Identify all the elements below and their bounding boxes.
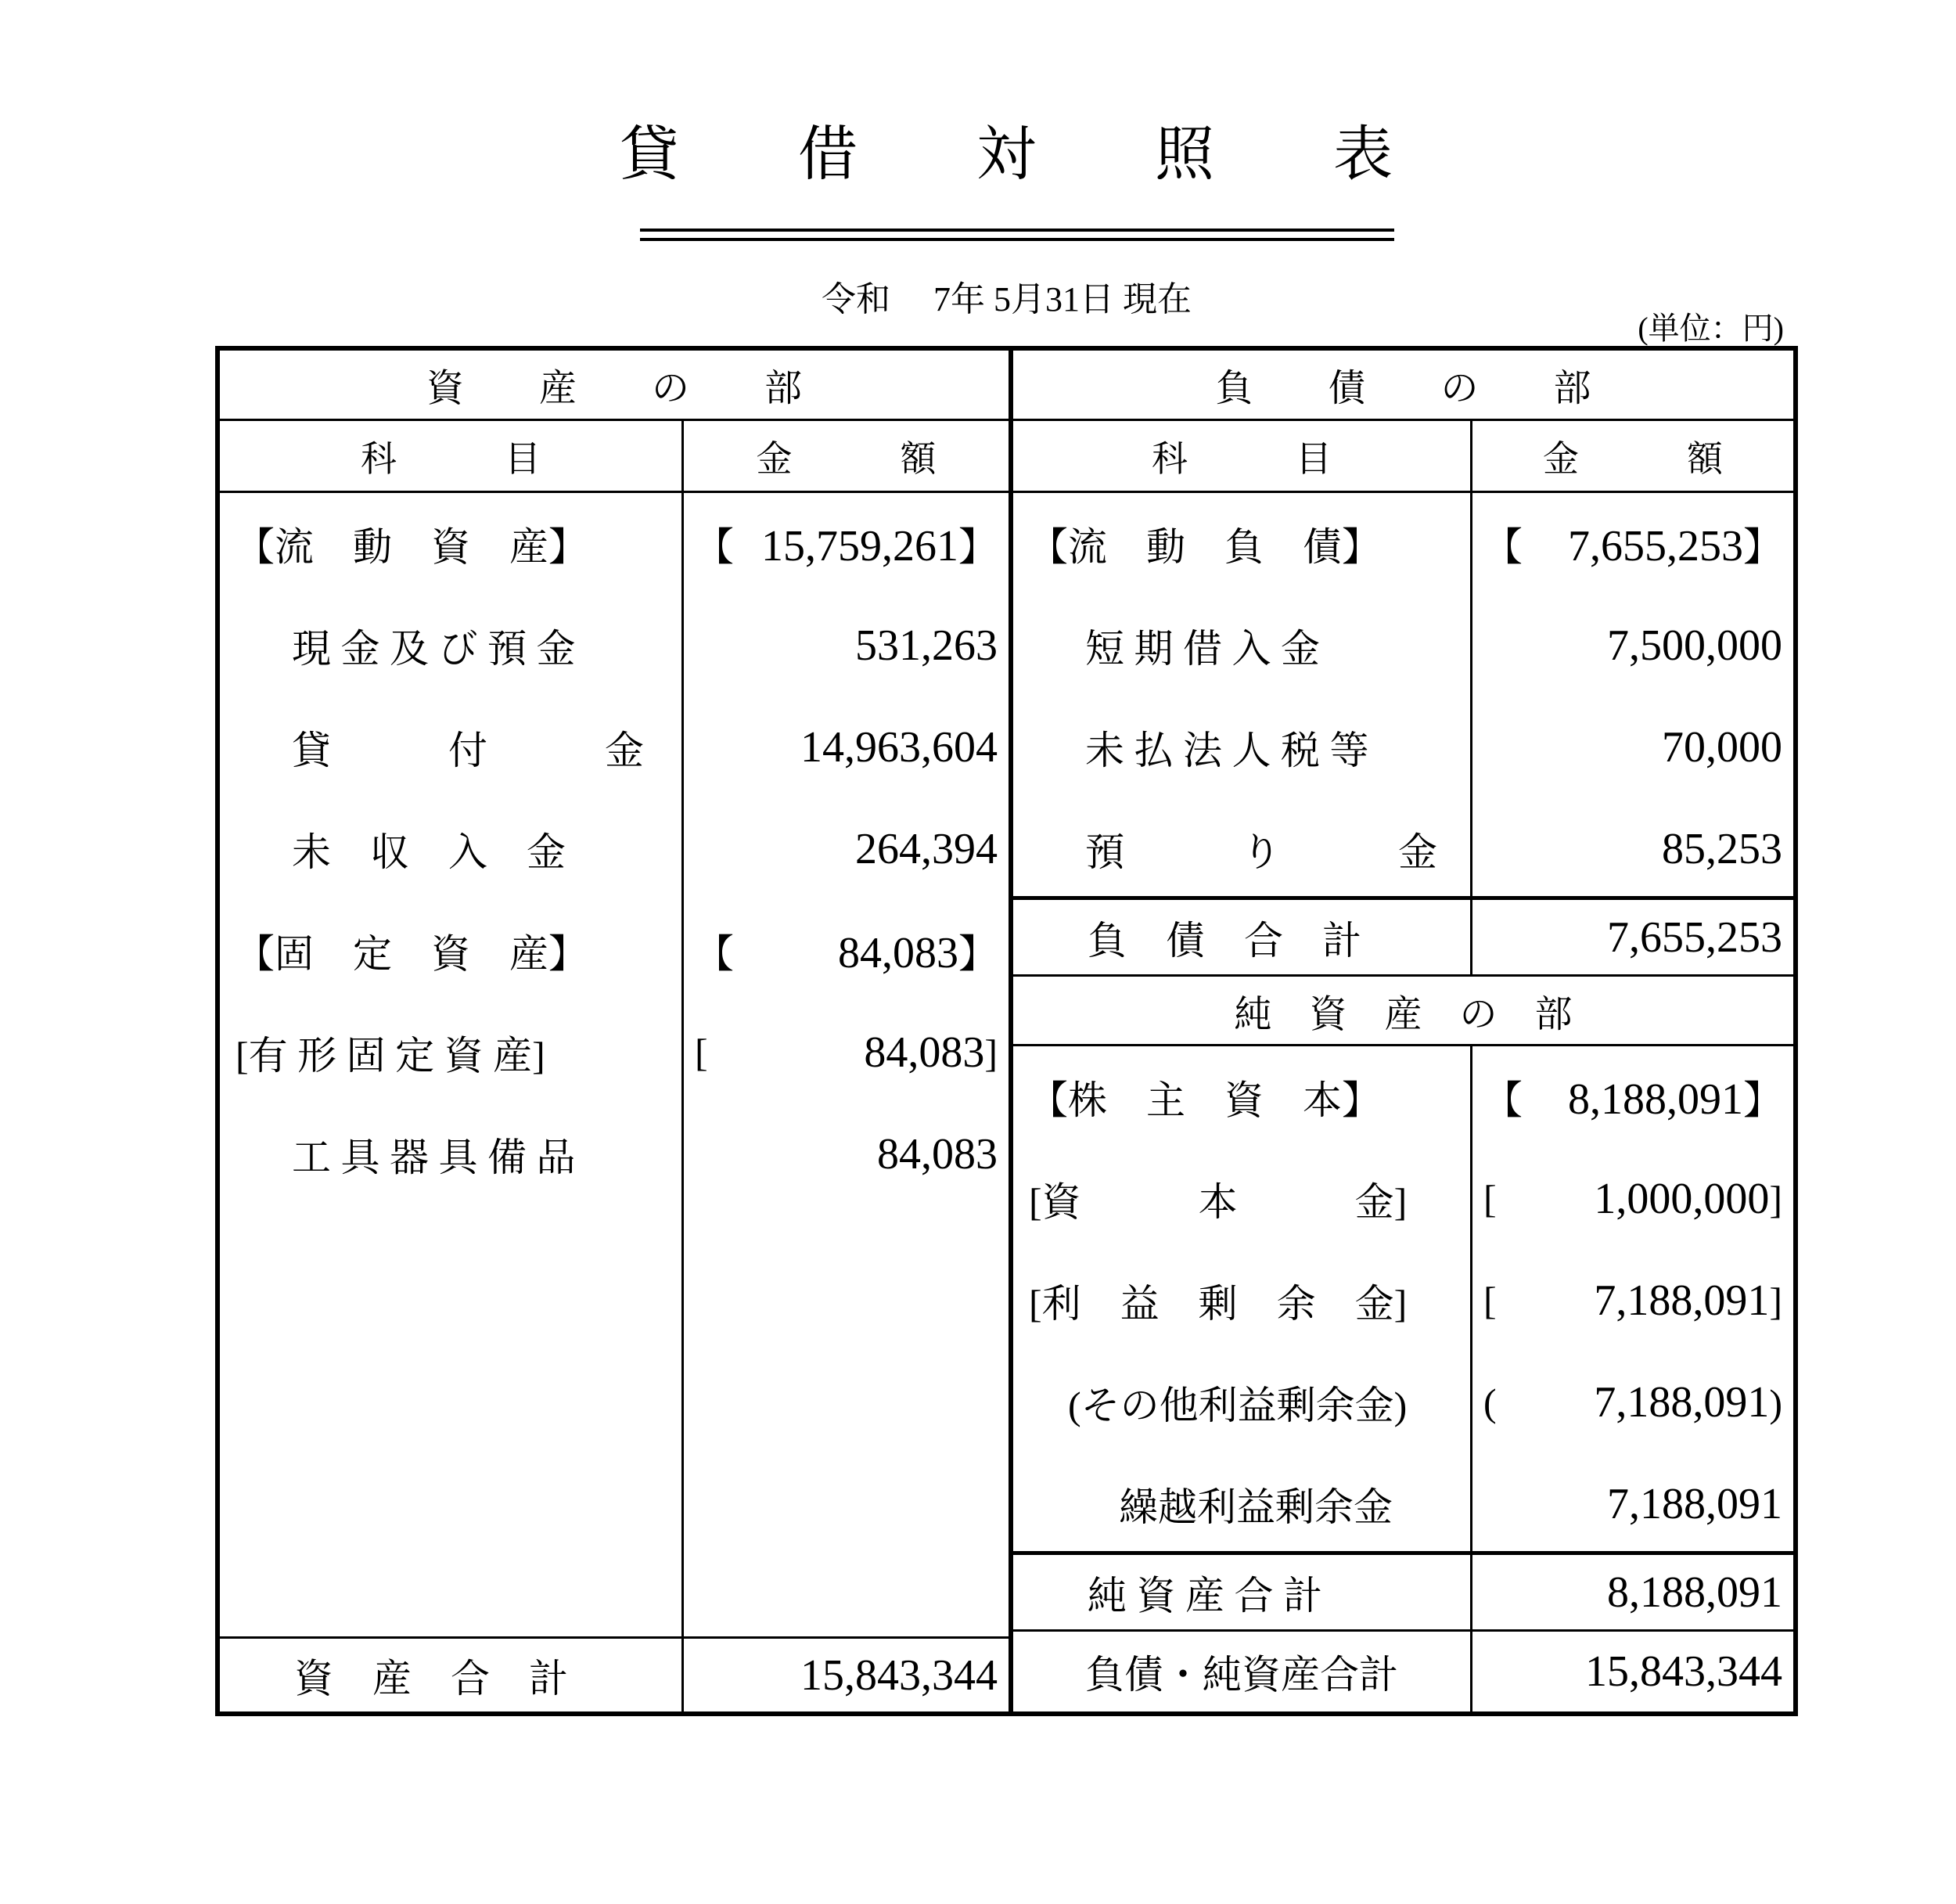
row-accrued-tax-label: 未 払 法 人 税 等 <box>1085 729 1369 772</box>
net-assets-total-amount-cell <box>1472 1555 1793 1629</box>
row-retained-earnings-amount: [ 7,188,091] <box>1483 1276 1782 1325</box>
row-shareholders-equity-label: 【株 主 資 本】 <box>1029 1078 1381 1122</box>
row-deposits-received-label: 預 り 金 <box>1085 830 1437 874</box>
liabilities-total-amount-cell <box>1472 900 1793 974</box>
row-cash-deposits-amount: 531,263 <box>855 621 998 670</box>
net-assets-total-row <box>1013 1555 1793 1632</box>
assets-section <box>220 351 1013 1711</box>
row-accrued-income-amount: 264,394 <box>855 825 998 873</box>
grand-total-amount: 15,843,344 <box>1585 1647 1782 1696</box>
row-tools-equipment-amount: 84,083 <box>877 1130 998 1179</box>
liabilities-section-header: 負 債 の 部 <box>1013 351 1793 421</box>
liabilities-total-row <box>1013 900 1793 977</box>
liabilities-total-label: 負 債 合 計 <box>1088 918 1361 963</box>
net-assets-total-amount: 8,188,091 <box>1607 1567 1782 1617</box>
row-current-assets-amount: 【 15,759,261】 <box>695 522 998 570</box>
net-assets-data-area <box>1013 1046 1793 1555</box>
net-assets-total-label: 純 資 産 合 計 <box>1088 1573 1322 1618</box>
row-loans-receivable-amount: 14,963,604 <box>800 723 998 772</box>
net-assets-total-label-cell <box>1013 1555 1472 1629</box>
row-capital-stock-label: [資 本 金] <box>1029 1180 1408 1224</box>
row-short-term-loans-amount: 7,500,000 <box>1607 621 1782 670</box>
liabilities-total-label-cell <box>1013 900 1472 974</box>
liabilities-data-area <box>1013 493 1793 900</box>
assets-data-area <box>220 493 1009 1639</box>
grand-total-row <box>1013 1632 1793 1711</box>
row-current-assets-label: 【流 動 資 産】 <box>236 525 588 569</box>
grand-total-label: 負債・純資産合計 <box>1085 1653 1398 1697</box>
liabilities-col-amount: 金 額 <box>1543 438 1723 479</box>
net-assets-item-column <box>1013 1046 1472 1551</box>
liabilities-column-header <box>1013 421 1793 493</box>
row-fixed-assets-label: 【固 定 資 産】 <box>236 932 588 976</box>
row-carried-forward-amount: 7,188,091 <box>1607 1480 1782 1528</box>
assets-amount-column <box>684 493 1009 1636</box>
row-cash-deposits-label: 現 金 及 び 預 金 <box>292 627 576 671</box>
net-assets-amount-column <box>1472 1046 1793 1551</box>
assets-col-item: 科 目 <box>220 421 684 491</box>
assets-total-label-cell <box>220 1639 684 1711</box>
row-current-liabilities-amount: 【 7,655,253】 <box>1483 522 1782 570</box>
row-accrued-income-label: 未 収 入 金 <box>292 830 566 874</box>
assets-total-amount-cell <box>684 1639 1009 1711</box>
row-tangible-fixed-label: [有 形 固 定 資 産] <box>236 1034 545 1078</box>
row-capital-stock-amount: [ 1,000,000] <box>1483 1175 1782 1223</box>
title-double-underline <box>640 229 1394 241</box>
row-current-liabilities-label: 【流 動 負 債】 <box>1029 525 1381 569</box>
row-deposits-received-amount: 85,253 <box>1662 825 1782 873</box>
assets-item-column <box>220 493 684 1636</box>
liabilities-col-item: 科 目 <box>1013 421 1472 491</box>
row-fixed-assets-amount: 【 84,083】 <box>695 929 998 977</box>
assets-col-amount: 金 額 <box>756 438 937 479</box>
assets-column-header <box>220 421 1009 493</box>
liabilities-item-column <box>1013 493 1472 896</box>
row-accrued-tax-amount: 70,000 <box>1662 723 1782 772</box>
page-title: 貸 借 対 照 表 <box>620 122 1393 188</box>
assets-total-row <box>220 1639 1009 1711</box>
assets-total-amount: 15,843,344 <box>800 1650 998 1700</box>
row-shareholders-equity-amount: 【 8,188,091】 <box>1483 1075 1782 1124</box>
assets-section-header: 資 産 の 部 <box>220 351 1009 421</box>
row-carried-forward-label: 繰越利益剰余金 <box>1119 1485 1393 1529</box>
row-tools-equipment-label: 工 具 器 具 備 品 <box>292 1136 576 1179</box>
liabilities-amount-column <box>1472 493 1793 896</box>
row-other-retained-label: (その他利益剰余金) <box>1068 1384 1408 1427</box>
grand-total-amount-cell <box>1472 1632 1793 1711</box>
row-loans-receivable-label: 貸 付 金 <box>292 729 644 772</box>
grand-total-label-cell <box>1013 1632 1472 1711</box>
net-assets-section-header: 純 資 産 の 部 <box>1013 977 1793 1046</box>
report-date: 令和 7年 5月31日 現在 <box>822 280 1192 319</box>
balance-sheet-table <box>215 346 1798 1716</box>
liabilities-section <box>1013 351 1793 1711</box>
unit-label: (単位：円) <box>1638 311 1784 346</box>
liabilities-total-amount: 7,655,253 <box>1607 912 1782 962</box>
assets-total-label: 資 産 合 計 <box>294 1656 568 1701</box>
row-tangible-fixed-amount: [ 84,083] <box>695 1028 998 1077</box>
row-other-retained-amount: ( 7,188,091) <box>1483 1378 1782 1427</box>
row-retained-earnings-label: [利 益 剰 余 金] <box>1029 1282 1408 1326</box>
row-short-term-loans-label: 短 期 借 入 金 <box>1085 627 1320 671</box>
